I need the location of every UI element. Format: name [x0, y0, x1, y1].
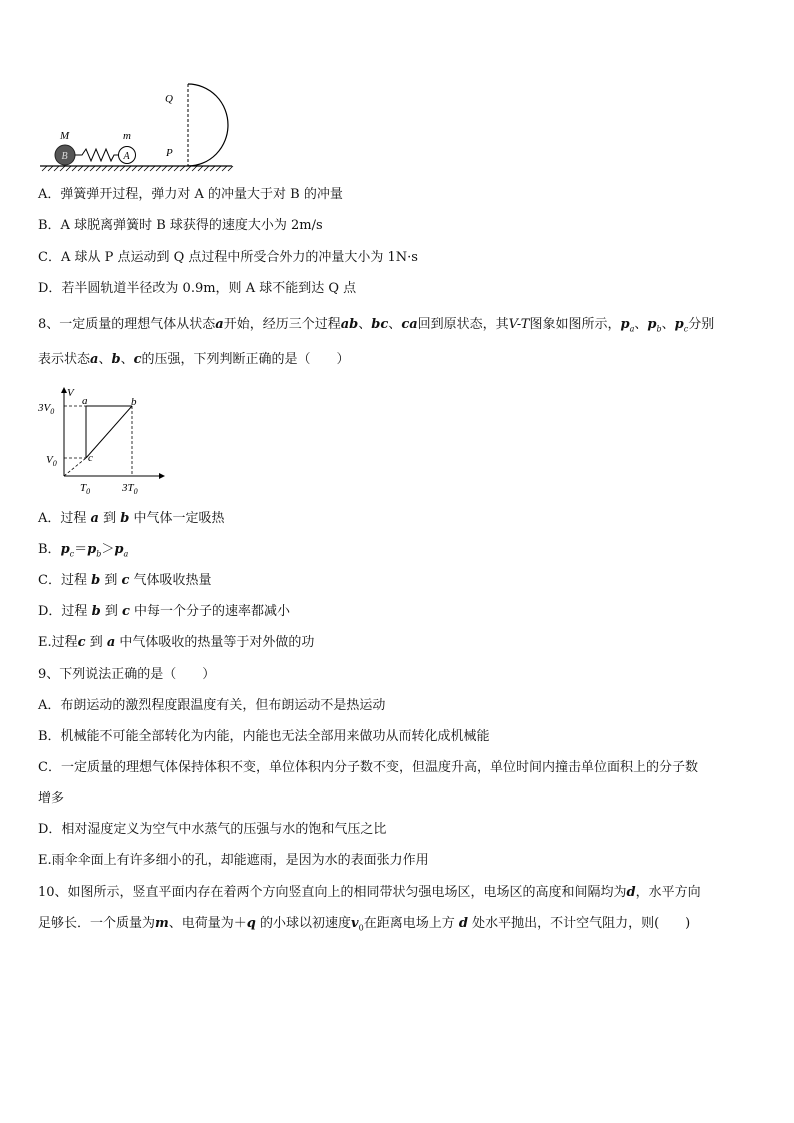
q9-option-d: D．相对湿度定义为空气中水蒸气的压强与水的饱和气压之比 [38, 822, 387, 837]
point-b-label: b [131, 396, 137, 408]
q7-option-a: A．弹簧弹开过程，弹力对 A 的冲量大于对 B 的冲量 [38, 187, 343, 202]
mass-m-big-label: M [60, 130, 70, 142]
q9-option-e: E.雨伞伞面上有许多细小的孔，却能遮雨，是因为水的表面张力作用 [38, 853, 429, 868]
q9-option-c-line1: C．一定质量的理想气体保持体积不变，单位体积内分子数不变，但温度升高，单位时间内撞击单位面积上的分子数 [38, 760, 698, 775]
semicircle-track [188, 84, 228, 166]
q8-number: 8、 [38, 317, 60, 332]
q8-option-a: A．过程 a 到 b 中气体一定吸热 [38, 511, 225, 526]
q8-option-e: E.过程c 到 a 中气体吸收的热量等于对外做的功 [38, 635, 315, 650]
q8-stem-line1: 8、一定质量的理想气体从状态a开始，经历三个过程ab、bc、ca回到原状态，其V-T图象如图所示，$p_a$、$p_b$、$p_c$分别 [38, 317, 715, 334]
q10-stem-line1: 10、如图所示，竖直平面内存在着两个方向竖直向上的相同带状匀强电场区，电场区的高度和间隔均为d，水平方向 [38, 885, 701, 900]
ground-hatching [42, 166, 233, 171]
tick-v0: $V_0$ [46, 454, 57, 468]
q9-stem: 9、下列说法正确的是（ ） [38, 667, 216, 682]
q9-option-c-line2: 增多 [38, 791, 65, 806]
spring-track-figure [38, 78, 238, 174]
q8-option-d: D．过程 b 到 c 中每一个分子的速率都减小 [38, 604, 291, 619]
v-axis-label: V [67, 387, 74, 399]
tick-3v0: $3V_0$ [38, 402, 55, 416]
q7-option-b: B．A 球脱离弹簧时 B 球获得的速度大小为 2m/s [38, 218, 323, 233]
ball-b-label: B [61, 151, 68, 162]
q8-stem-line2: 表示状态a、b、c的压强，下列判断正确的是（ ） [38, 352, 350, 367]
point-p-label: P [166, 147, 173, 159]
q10-stem-line2: 足够长．一个质量为m、电荷量为＋q 的小球以初速度$v_0$在距离电场上方 d 处水平抛出，不计空气阻力，则( ) [38, 916, 691, 933]
q7-option-c: C．A 球从 P 点运动到 Q 点过程中所受合外力的冲量大小为 1N·s [38, 250, 418, 265]
point-a-label: a [82, 395, 88, 407]
origin-extension-dashed [64, 458, 86, 476]
vt-graph [36, 384, 166, 496]
mass-m-small-label: m [123, 130, 131, 142]
spring [75, 149, 118, 161]
tick-3t0: $3T_0$ [122, 482, 138, 496]
q7-option-d: D．若半圆轨道半径改为 0.9m，则 A 球不能到达 Q 点 [38, 281, 357, 296]
q9-option-b: B．机械能不可能全部转化为内能，内能也无法全部用来做功从而转化成机械能 [38, 729, 490, 744]
q8-option-c: C．过程 b 到 c 气体吸收热量 [38, 573, 212, 588]
q8-option-b: B．$p_c=p_b>p_a$ [38, 542, 129, 559]
tick-t0: $T_0$ [80, 482, 91, 496]
process-bc [86, 406, 132, 458]
point-c-label: c [88, 452, 93, 464]
ball-a-label: A [123, 151, 130, 162]
q9-option-a: A．布朗运动的激烈程度跟温度有关，但布朗运动不是热运动 [38, 698, 386, 713]
point-q-label: Q [165, 93, 173, 105]
